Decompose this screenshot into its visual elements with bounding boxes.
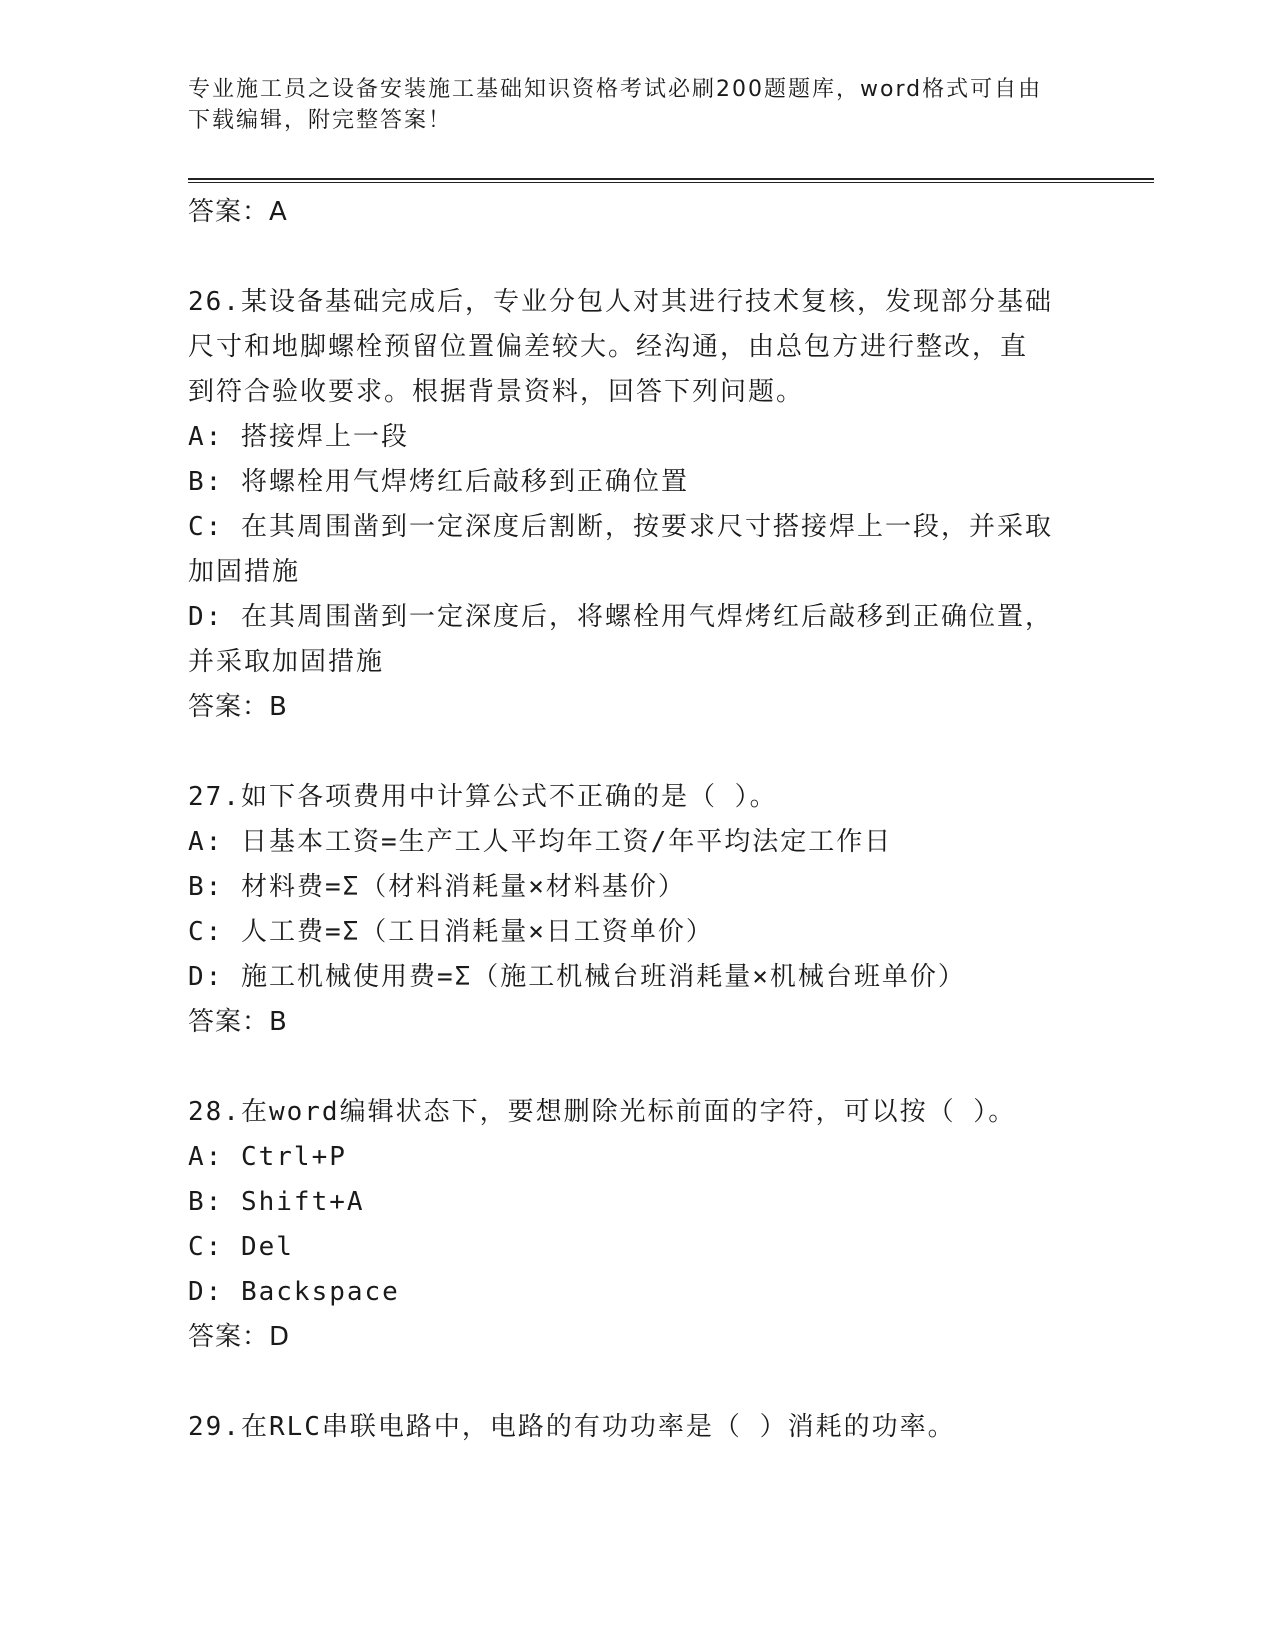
- question-29: [188, 1405, 1088, 1450]
- question-27-option-d: D: 施工机械使用费=Σ（施工机械台班消耗量×机械台班单价）: [188, 962, 966, 992]
- question-28-answer: 答案：D: [188, 1322, 291, 1352]
- question-27-option-b: B: 材料费=Σ（材料消耗量×材料基价）: [188, 872, 686, 902]
- question-26-stem-line-2: 尺寸和地脚螺栓预留位置偏差较大。经沟通，由总包方进行整改，直: [188, 332, 1029, 362]
- question-28-option-d: D: Backspace: [188, 1277, 400, 1307]
- question-28-option-a: A: Ctrl+P: [188, 1142, 347, 1172]
- question-26-option-d-cont: 并采取加固措施: [188, 647, 385, 677]
- question-26: [188, 280, 1088, 730]
- question-27-option-a: A: 日基本工资=生产工人平均年工资/年平均法定工作日: [188, 827, 893, 857]
- spacer: [188, 1360, 1088, 1405]
- question-26-option-c-cont: 加固措施: [188, 557, 301, 587]
- question-28-option-b: B: Shift+A: [188, 1187, 365, 1217]
- question-content: [188, 190, 1088, 1450]
- spacer: [188, 1045, 1088, 1090]
- question-28-option-c: C: Del: [188, 1232, 294, 1262]
- question-26-option-c: C: 在其周围凿到一定深度后割断，按要求尺寸搭接焊上一段，并采取: [188, 512, 1053, 542]
- document-header: [188, 74, 1088, 136]
- question-27: [188, 775, 1088, 1045]
- question-28-stem: 28.在word编辑状态下，要想删除光标前面的字符，可以按（ ）。: [188, 1097, 1017, 1127]
- question-27-answer: 答案：B: [188, 1007, 288, 1037]
- header-line-2: 下载编辑，附完整答案！: [188, 108, 453, 133]
- answer-previous: 答案：A: [188, 197, 288, 227]
- question-26-option-a: A: 搭接焊上一段: [188, 422, 409, 452]
- question-26-stem-line-3: 到符合验收要求。根据背景资料，回答下列问题。: [188, 377, 805, 407]
- question-26-option-b: B: 将螺栓用气焊烤红后敲移到正确位置: [188, 467, 689, 497]
- question-27-option-c: C: 人工费=Σ（工日消耗量×日工资单价）: [188, 917, 714, 947]
- spacer: [188, 235, 1088, 280]
- question-26-stem-line-1: 26.某设备基础完成后，专业分包人对其进行技术复核，发现部分基础: [188, 287, 1053, 317]
- question-27-stem: 27.如下各项费用中计算公式不正确的是（ ）。: [188, 782, 778, 812]
- question-26-answer: 答案：B: [188, 692, 288, 722]
- header-divider: [188, 178, 1154, 183]
- spacer: [188, 730, 1088, 775]
- question-28: [188, 1090, 1088, 1360]
- header-line-1: 专业施工员之设备安装施工基础知识资格考试必刷200题题库，word格式可自由: [188, 77, 1043, 102]
- question-29-stem: 29.在RLC串联电路中，电路的有功功率是（ ）消耗的功率。: [188, 1412, 956, 1442]
- question-26-option-d: D: 在其周围凿到一定深度后，将螺栓用气焊烤红后敲移到正确位置，: [188, 602, 1053, 632]
